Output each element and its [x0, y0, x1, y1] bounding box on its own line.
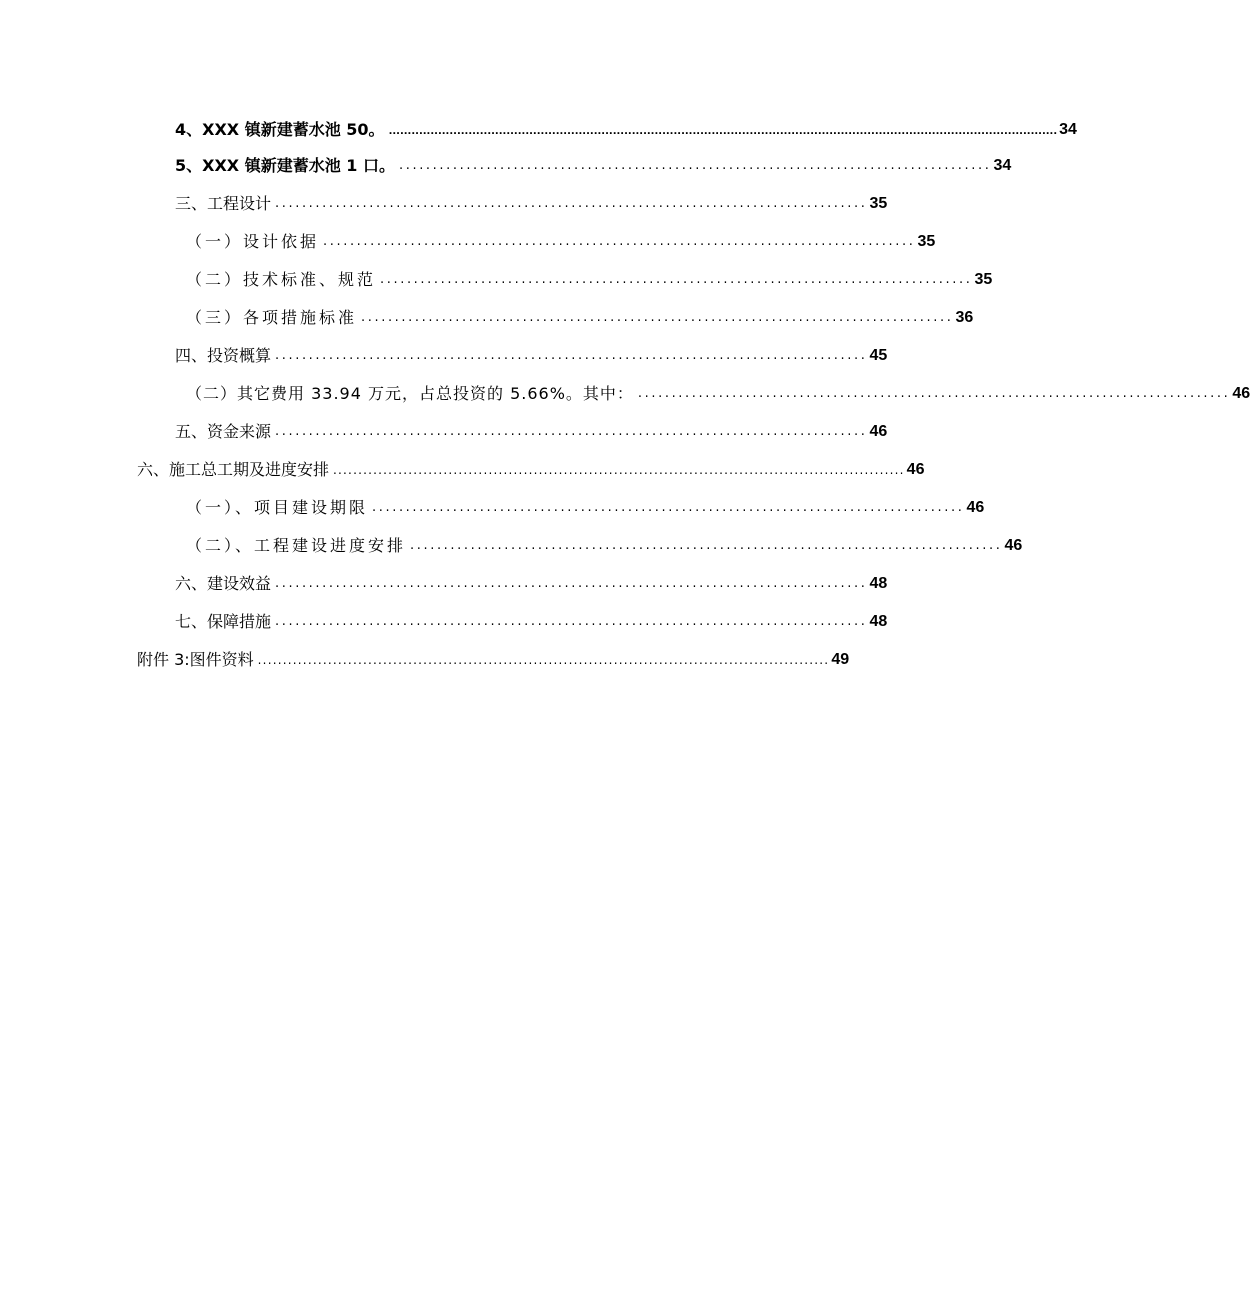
toc-leader-dots: ........................................................................................: [380, 272, 973, 287]
toc-entry[interactable]: [186, 494, 985, 518]
toc-entry[interactable]: [186, 304, 974, 328]
toc-entry[interactable]: [175, 342, 888, 366]
toc-leader-dots: ........................................................................................: [410, 538, 1003, 553]
toc-entry-label: （三）各项措施标准: [186, 308, 358, 327]
toc-entry-label: 四、投资概算: [175, 346, 272, 365]
toc-entry-page: 35: [869, 195, 888, 212]
toc-entry[interactable]: [186, 532, 1023, 556]
toc-entry[interactable]: [137, 646, 850, 670]
toc-entry[interactable]: [186, 380, 1250, 404]
toc-entry-page: 46: [966, 499, 985, 516]
toc-entry[interactable]: [175, 608, 888, 632]
toc-entry-label: 六、建设效益: [175, 574, 272, 593]
toc-entry-page: 46: [1004, 537, 1023, 554]
toc-entry-page: 45: [869, 347, 888, 364]
toc-entry-page: 34: [1059, 121, 1077, 138]
toc-leader-dots: ..................................................................................................................: [257, 653, 830, 667]
toc-entry-label: 4、XXX 镇新建蓄水池 50。: [175, 120, 385, 139]
toc-entry-label: （一）、项目建设期限: [186, 498, 369, 517]
toc-entry[interactable]: [186, 266, 993, 290]
toc-entry[interactable]: [175, 152, 1012, 176]
toc-entry-page: 35: [974, 271, 993, 288]
toc-leader-dots: ........................................................................................: [275, 576, 868, 591]
toc-leader-dots: ................................................................................................................................................................................: [388, 126, 1058, 137]
toc-entry-page: 34: [993, 157, 1012, 174]
toc-leader-dots: ........................................................................................: [637, 386, 1231, 401]
toc-entry-page: 46: [869, 423, 888, 440]
toc-entry-label: 六、施工总工期及进度安排: [137, 460, 330, 479]
toc-leader-dots: ........................................................................................: [361, 310, 954, 325]
toc-leader-dots: ..................................................................................................................: [333, 463, 905, 477]
toc-entry-label: 五、资金来源: [175, 422, 272, 441]
toc-entry[interactable]: [175, 190, 888, 214]
toc-entry[interactable]: [137, 456, 925, 480]
toc-entry-page: 36: [955, 309, 974, 326]
toc-entry-label: 三、工程设计: [175, 194, 272, 213]
toc-entry-page: 48: [869, 613, 888, 630]
toc-entry[interactable]: [186, 228, 936, 252]
toc-entry-label: （二）其它费用 33.94 万元，占总投资的 5.66%。其中：: [186, 384, 634, 403]
toc-leader-dots: ........................................................................................: [275, 614, 868, 629]
toc-entry-label: （二）、工程建设进度安排: [186, 536, 407, 555]
toc-entry[interactable]: [175, 116, 1077, 140]
toc-entry-page: 46: [906, 461, 925, 478]
toc-leader-dots: ........................................................................................: [372, 500, 965, 515]
toc-entry-label: （一）设计依据: [186, 232, 320, 251]
toc-entry-page: 46: [1232, 385, 1250, 402]
toc-entry[interactable]: [175, 570, 888, 594]
toc-entry-page: 48: [869, 575, 888, 592]
toc-entry-label: 七、保障措施: [175, 612, 272, 631]
toc-entry-label: 5、XXX 镇新建蓄水池 1 口。: [175, 156, 395, 175]
toc-leader-dots: ........................................................................................: [275, 424, 868, 439]
toc-entry-label: （二）技术标准、规范: [186, 270, 377, 289]
toc-entry-label: 附件 3:图件资料: [137, 650, 254, 669]
toc-entry-page: 49: [831, 651, 850, 668]
toc-leader-dots: ........................................................................................: [399, 158, 992, 173]
toc-leader-dots: ........................................................................................: [323, 234, 916, 249]
toc-leader-dots: ........................................................................................: [275, 348, 868, 363]
toc-entry-page: 35: [917, 233, 936, 250]
toc-leader-dots: ........................................................................................: [275, 196, 868, 211]
toc-entry[interactable]: [175, 418, 888, 442]
